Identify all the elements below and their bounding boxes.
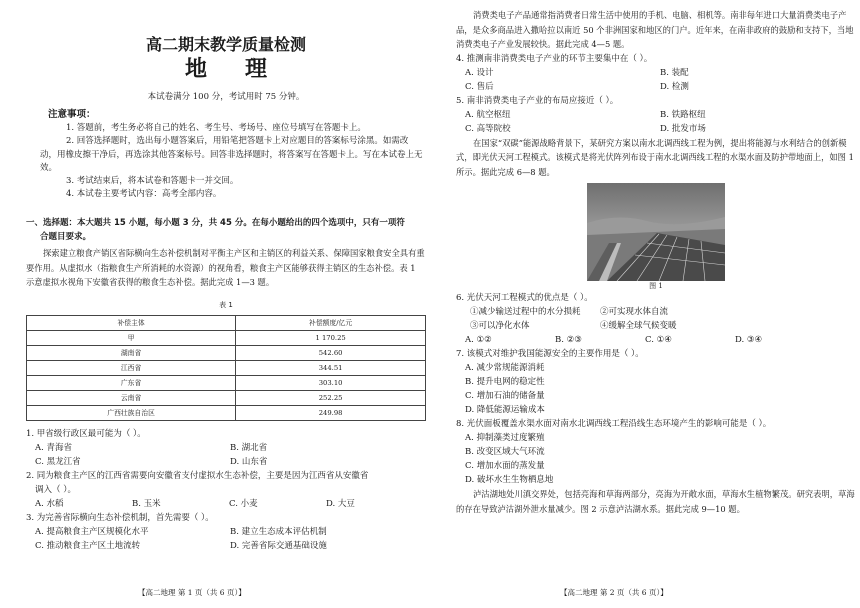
passage-4: 泸沽湖地处川滇交界处，包括亮海和草海两部分，亮海为开敞水面，草海水生植物繁茂。研究表明，草海的存在导致泸沽湖外泄水量减少。图 2 示意泸沽湖水系。据此完成 9—10 题。: [456, 489, 855, 514]
notes-heading: 注意事项：: [48, 109, 96, 120]
solar-canal-illustration: [587, 183, 725, 281]
table-cell: 249.98: [236, 405, 426, 420]
question-5-options: [456, 122, 856, 136]
section-heading-line1: 一、选择题：本大题共 15 小题，每小题 3 分，共 45 分。在每小题给出的四个选项中，只有一项符: [26, 218, 405, 228]
question-2-stem-cont: 调入（ ）。: [35, 484, 76, 495]
page-1: [26, 0, 426, 608]
question-6-stem: 6. 光伏天河工程模式的优点是（ ）。: [456, 293, 593, 303]
note-item: 1. 答题前，考生务必将自己的姓名、考生号、考场号、座位号填写在答题卡上。: [66, 123, 366, 133]
table-cell: 252.25: [236, 390, 426, 405]
option[interactable]: B. 铁路枢纽: [660, 109, 706, 120]
question-5-options: [456, 108, 856, 122]
section-one: [26, 216, 426, 553]
option[interactable]: C. 高等院校: [465, 123, 511, 134]
option[interactable]: D. 破坏水生生物栖息地: [465, 475, 554, 485]
exam-title: 高二期末教学质量检测: [145, 35, 306, 54]
option[interactable]: A. 设计: [465, 67, 494, 78]
table-row: [27, 405, 426, 420]
question-1-options: [26, 441, 426, 455]
table-cell: 广西壮族自治区: [27, 405, 236, 420]
statement: ①减少输送过程中的水分损耗: [470, 307, 581, 317]
statement: ④缓解全球气候变暖: [600, 321, 677, 331]
exam-subject: 地理: [184, 57, 305, 82]
figure-1-solar-canal-photo: [587, 183, 725, 281]
page-footer: 【高二地理 第 2 页（共 6 页）】: [560, 588, 668, 597]
question-6-statements: [456, 319, 856, 333]
option[interactable]: D. 大豆: [326, 498, 355, 509]
question-group-1-3: [26, 427, 426, 553]
question-7-stem: 7. 该模式对维护我国能源安全的主要作用是（ ）。: [456, 349, 644, 359]
option[interactable]: B. 提升电网的稳定性: [465, 377, 545, 387]
option[interactable]: B. 玉米: [132, 498, 161, 509]
table-cell: 542.60: [236, 345, 426, 360]
table-cell: 云南省: [27, 390, 236, 405]
question-6-statements: [456, 305, 856, 319]
question-2-stem: 2. 同为粮食主产区的江西省需要向安徽省支付虚拟水生态补偿，主要是因为江西省从安徽省: [26, 470, 369, 481]
passage-1: 探索建立粮食产销区省际横向生态补偿机制对平衡主产区和主销区的利益关系、保障国家粮食安全具有重要作用。从虚拟水（指粮食生产所消耗的水资源）的视角看，粮食主产区能够获得主销区的生态补偿。表 1 示意虚拟水视角下安徽省获得的粮食生态补偿。据此完成 1—3 题。: [26, 248, 425, 287]
question-3-stem: 3. 为完善省际横向生态补偿机制，首先需要（ ）。: [26, 512, 214, 523]
option[interactable]: D. 完善省际交通基础设施: [230, 540, 327, 551]
option[interactable]: B. ②③: [555, 335, 582, 345]
table-row: [27, 390, 426, 405]
exam-meta: 本试卷满分 100 分，考试用时 75 分钟。: [147, 92, 305, 102]
table-caption: 表 1: [219, 300, 233, 309]
option[interactable]: C. 小麦: [229, 498, 258, 509]
option[interactable]: A. 抑制藻类过度繁殖: [465, 433, 545, 443]
table-cell: 303.10: [236, 375, 426, 390]
option[interactable]: D. 检测: [660, 81, 689, 92]
option[interactable]: C. 黑龙江省: [35, 456, 81, 467]
question-2-options: [26, 497, 426, 511]
question-1-stem: 1. 甲省级行政区最可能为（ ）。: [26, 428, 146, 439]
question-6-options: [456, 333, 856, 347]
passage-2: 消费类电子产品通常指消费者日常生活中使用的手机、电脑、相机等。南非每年进口大量消费类电子产品，是众多商品进入撒哈拉以南近 50 个非洲国家和地区的门户。近年来，在南非政府的鼓励和支持下，当地消费类电子产业发展较快。据此完成 4—5 题。: [456, 10, 854, 49]
table-row: [27, 360, 426, 375]
option[interactable]: D. 降低能源运输成本: [465, 405, 545, 415]
table-cell: 江西省: [27, 360, 236, 375]
table-row: [27, 345, 426, 360]
question-4-options: [456, 66, 856, 80]
option[interactable]: C. 售后: [465, 81, 494, 92]
option[interactable]: C. 推动粮食主产区土地流转: [35, 540, 141, 551]
statement: ②可实现水体自流: [600, 307, 669, 317]
option[interactable]: A. 航空枢纽: [465, 109, 511, 120]
table-row: [27, 330, 426, 345]
question-3-options: [26, 539, 426, 553]
question-5-stem: 5. 南非消费类电子产业的布局应接近（ ）。: [456, 95, 619, 106]
option[interactable]: A. 青海省: [35, 442, 73, 453]
question-1-options: [26, 455, 426, 469]
note-item: 3. 考试结束后，将本试卷和答题卡一并交回。: [66, 176, 239, 187]
question-4-options: [456, 80, 856, 94]
statement: ③可以净化水体: [470, 321, 530, 331]
option[interactable]: B. 湖北省: [230, 442, 268, 453]
option[interactable]: D. 批发市场: [660, 123, 706, 134]
option[interactable]: C. 增加水面的蒸发量: [465, 461, 545, 471]
table-cell: 湖南省: [27, 345, 236, 360]
option[interactable]: A. 提高粮食主产区规模化水平: [35, 526, 149, 537]
option[interactable]: C. ①④: [645, 335, 672, 345]
note-item: 4. 本试卷主要考试内容：高考全部内容。: [66, 189, 222, 200]
option[interactable]: C. 增加石油的储备量: [465, 391, 545, 401]
option[interactable]: A. ①②: [465, 335, 492, 345]
table-cell: 344.51: [236, 360, 426, 375]
option[interactable]: A. 减少常规能源消耗: [465, 363, 545, 373]
table-header: 补偿额度/亿元: [236, 315, 426, 330]
question-8-stem: 8. 光伏面板覆盖水渠水面对南水北调西线工程沿线生态环境产生的影响可能是（ ）。: [456, 419, 772, 429]
table-row: [27, 375, 426, 390]
page-footer: 【高二地理 第 1 页（共 6 页）】: [138, 588, 246, 597]
question-4-stem: 4. 推测南非消费类电子产业的环节主要集中在（ ）。: [456, 53, 653, 64]
table-cell: 1 170.25: [236, 330, 426, 345]
option[interactable]: D. ③④: [735, 335, 763, 345]
table-cell: 甲: [27, 330, 236, 345]
question-3-options: [26, 525, 426, 539]
page-2: [456, 0, 856, 608]
passage-3: 在国家“双碳”能源战略背景下，某研究方案以南水北调西线工程为例，提出将能源与水利结合的创新模式，即光伏天河工程模式。该模式是将光伏阵列布设于南水北调西线工程的水渠水面及防护带地面上，如图 1 所示。据此完成 6—8 题。: [456, 137, 854, 177]
option[interactable]: B. 改变区域大气环流: [465, 447, 545, 457]
section-heading-line2: 合题目要求。: [40, 232, 92, 242]
option[interactable]: A. 水稻: [35, 498, 64, 509]
option[interactable]: B. 建立生态成本评估机制: [230, 526, 327, 537]
option[interactable]: D. 山东省: [230, 456, 268, 467]
page-2-content: [456, 8, 856, 516]
note-item: 2. 回答选择题时，选出每小题答案后，用铅笔把答题卡上对应题目的答案标号涂黑。如需改动，用橡皮擦干净后，再选涂其他答案标号。回答非选择题时，将答案写在答题卡上。写在本试卷上无效。: [40, 136, 423, 173]
compensation-table: [26, 315, 426, 421]
table-header: 补偿主体: [27, 315, 236, 330]
option[interactable]: B. 装配: [660, 67, 689, 78]
figure-1-caption: 图 1: [649, 282, 663, 290]
notes-list: [40, 122, 424, 202]
table-cell: 广东省: [27, 375, 236, 390]
